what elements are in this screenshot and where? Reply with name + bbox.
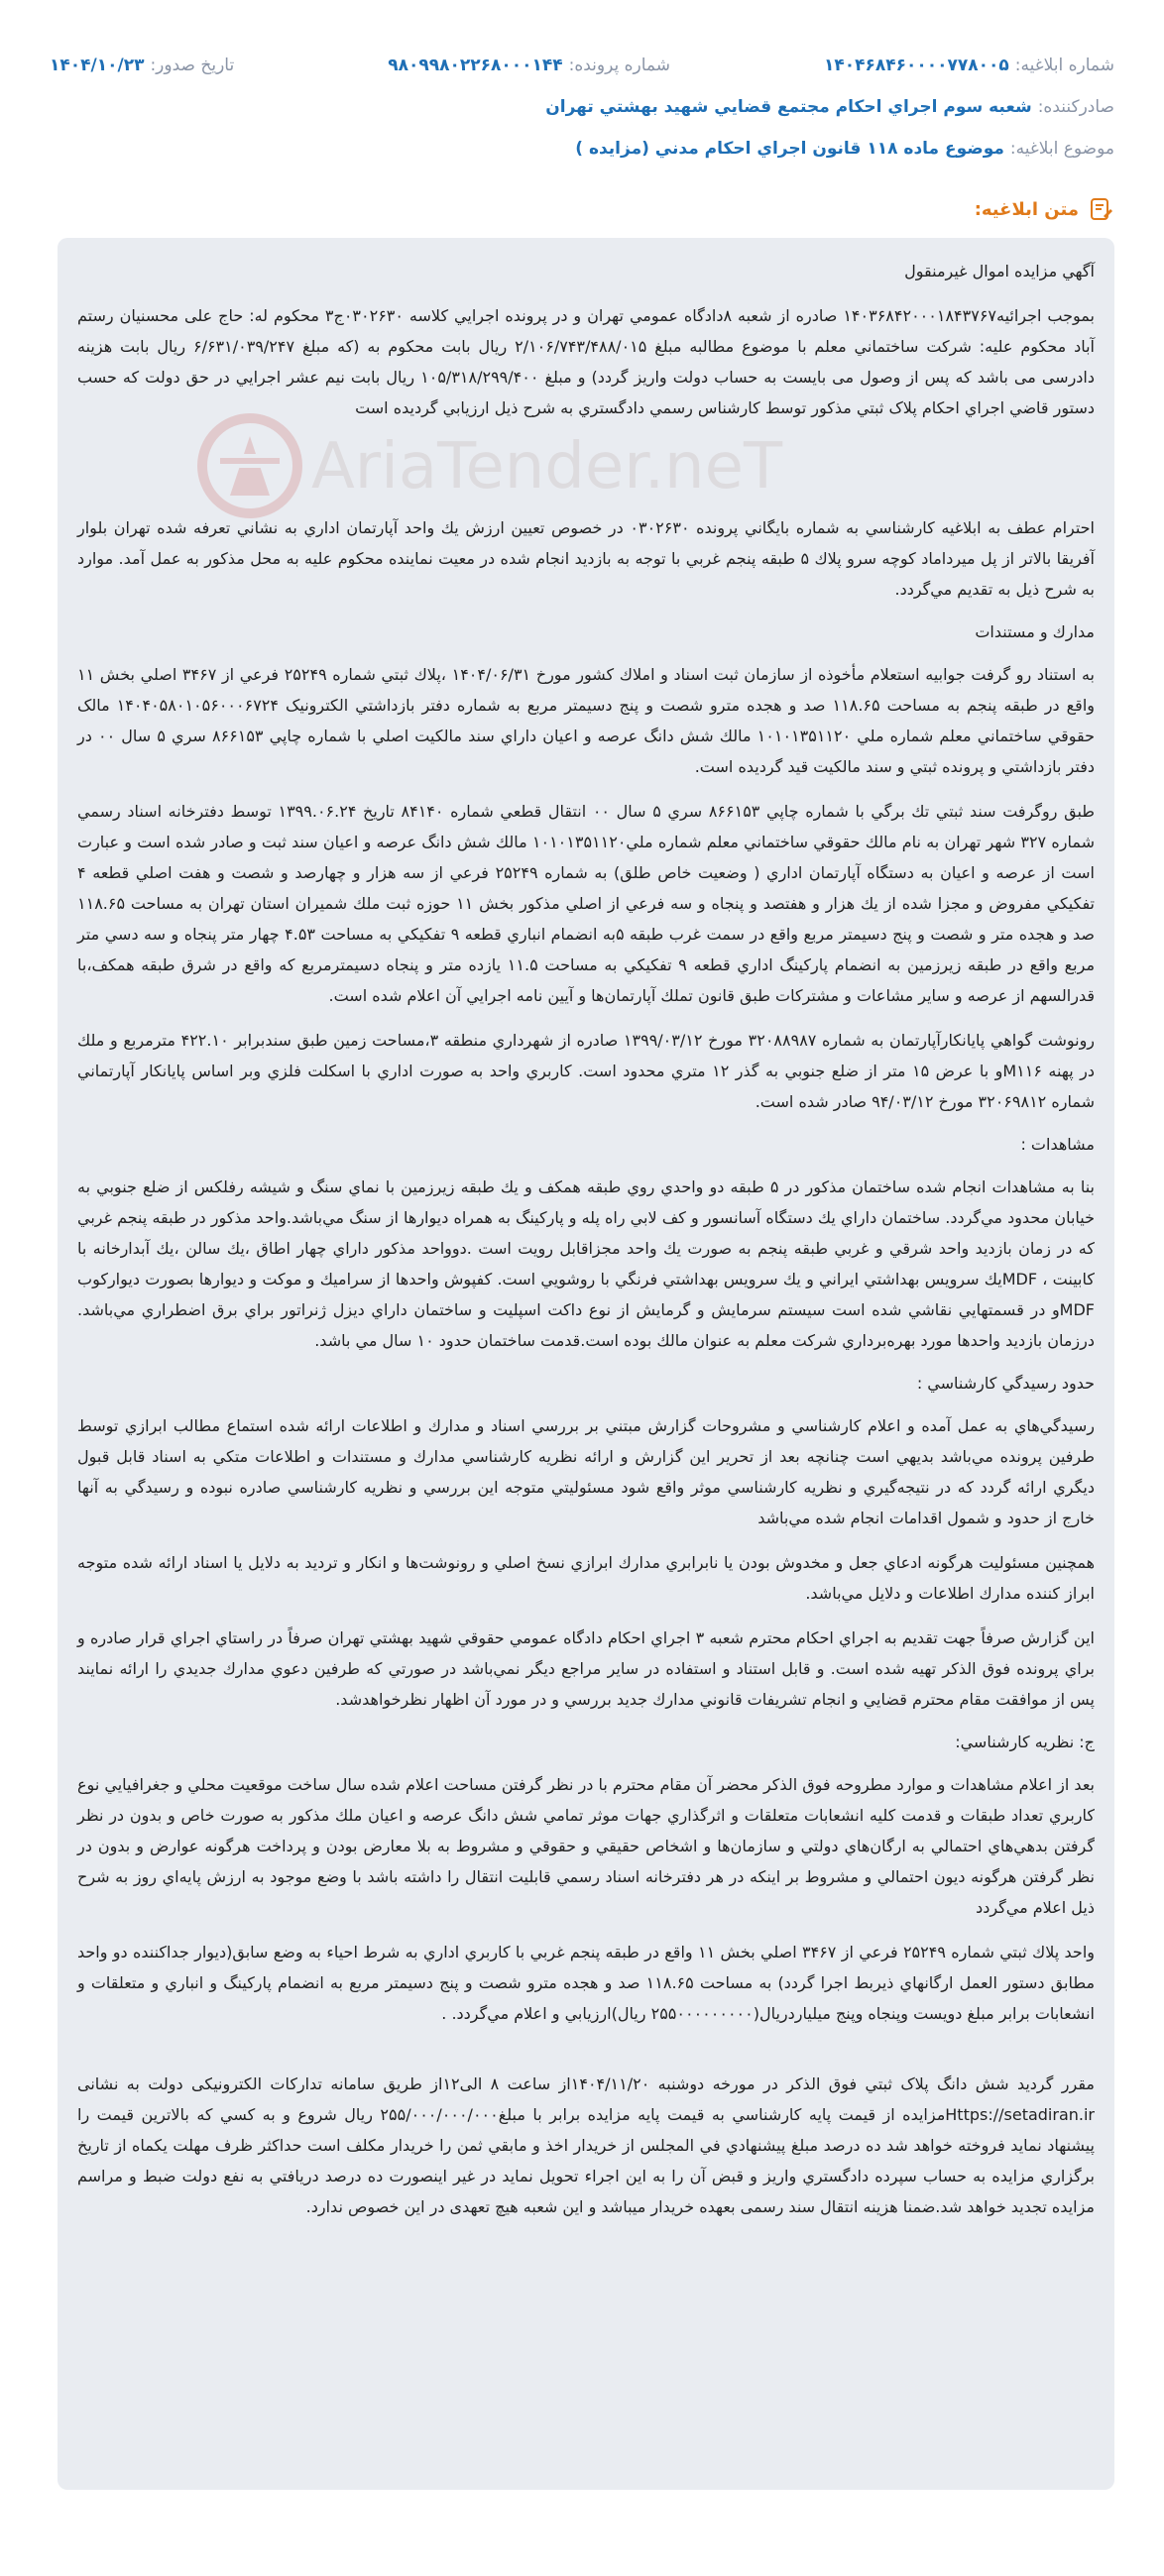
expert-opinion-heading: ج: نظريه كارشناسي: [955, 1733, 1095, 1751]
title-deed-paragraph: طبق روگرفت سند ثبتي تك برگي با شماره چاپي ۸۶۶۱۵۳ سري ۵ سال ۰۰ انتقال قطعي شماره ۸۴۱۴۰ تاريخ ۱۳۹۹.۰۶.۲۴ توسط دفترخانه اسناد رسمي شماره ۳۲۷ شهر تهران به نام مالك حقوقي ساختماني معلم شماره ملي۱۰۱۰۱۳۵۱۱۲۰ مالك شش دانگ عرصه و اعيان سند ثبت و صادر شده است و عبارت است از عرصه و اعيان به دستگاه آپارتمان اداري ( وضعيت خاص طلق) به شماره ۲۵۲۴۹ فرعي از سه هزار و چهارصد و شصت و هفت اصلي قطعه ۴ تفكيكي مفروض و مجزا شده از يك هزار و هفتصد و پنجاه و سه فرعي از اصلي مذكور بخش ۱۱ حوزه ثبت ملك شميران استان تهران به مساحت ۱۱۸.۶۵ صد و هجده متر و شصت و پنج دسيمتر مربع واقع در سمت غرب طبقه ۵به انضمام انباري قطعه ۹ تفكيكي به مساحت ۴.۵۳ چهار متر پنجاه و سه دسي متر مربع واقع در طبقه زيرزمين به انضمام پاركينگ اداري قطعه ۹ تفكيكي به مساحت ۱۱.۵ يازده متر و پنجاه دسيمترمربع كه واقع در شرق طبقه همكف،با قدرالسهم از عرصه و ساير مشاعات و مشتركات طبق قانون تملك آپارتمان‌ها و آيين نامه اجرايي آن اعلام شده است. [77, 802, 1096, 1005]
watermark-text: AriaTender.neT [311, 430, 783, 504]
notice-meta-row [50, 56, 1114, 75]
review-limits-paragraph: رسيدگي‌هاي به عمل آمده و اعلام كارشناسي و مشروحات گزارش مبتني بر بررسي اسناد و مدارك و اطلاعات ارائه شده استماع مطالب ابرازي توسط طرفين پرونده مي‌باشد بديهي است چنانچه بعد از تحرير اين گزارش و ارائه نظريه كارشناسي مدارك و مستندات و اطلاعات متكي به اسناد قابل قبول ديگري ارائه گردد كه در نتيجه‌گيري و نظريه كارشناسي موثر واقع شود مسئوليتي متوجه اين بررسي و نظريه كارشناسي صادره نبوده و رسيدگي به آنها خارج از حدود و شمول اقدامات انجام شده مي‌باشد [77, 1416, 1095, 1527]
valuation-paragraph: واحد پلاك ثبتي شماره ۲۵۲۴۹ فرعي از ۳۴۶۷ اصلي بخش ۱۱ واقع در طبقه پنجم غربي با كاربري اداري به شرط احياء به وضع سابق(ديوار جداكننده دو واحد مطابق دستور العمل ارگانهاي ذيربط اجرا گردد) به مساحت ۱۱۸.۶۵ صد و هجده مترو شصت و پنج دسيمتر مربع به انضمام پاركينگ و انباري و متعلقات و انشعابات برابر مبلغ دويست وپنجاه وپنج ميليارد‌ريال(۲۵۵۰۰۰۰۰۰۰۰۰ ريال)ارزيابي و اعلام مي‌گردد. . [77, 1943, 1096, 2023]
document-edit-icon [1089, 196, 1114, 222]
issue-date [50, 56, 234, 75]
documents-heading: مدارك و مستندات [975, 622, 1095, 641]
issuer-value: شعبه سوم اجراي احکام مجتمع قضايي شهيد بهشتي تهران [545, 97, 1032, 117]
review-limits-heading: حدود رسيدگي كارشناسي : [916, 1374, 1095, 1393]
notice-number-value: ۱۴۰۴۶۸۴۶۰۰۰۰۷۷۸۰۰۵ [823, 56, 1009, 75]
notice-body [58, 238, 1114, 2490]
issuer-label: صادرکننده: [1037, 97, 1114, 117]
notice-header [0, 40, 1164, 188]
case-number [388, 56, 670, 75]
auction-heading: آگهي مزايده اموال غيرمنقول [904, 262, 1095, 280]
warrant-paragraph: بموجب اجرائيه۱۴۰۳۶۸۴۲۰۰۰۱۸۴۳۷۶۷ صادره از شعبه ۸دادگاه عمومي تهران و در پرونده اجرايي کلاسه ۰۳۰۲۶۳۰ج۳ محکوم له: حاج علی محسنيان رستم آباد محکوم عليه: شرکت ساختماني معلم با موضوع مطالبه مبلغ ۲/۱۰۶/۷۴۳/۴۸۸/۰۱۵ ريال بابت محکوم به (که مبلغ ۶/۶۳۱/۰۳۹/۲۴۷ ريال بابت هزينه دادرسی می باشد که پس از وصول می بايست به حساب دولت واريز گردد) و مبلغ ۱۰۵/۳۱۸/۲۹۹/۴۰۰ ريال بابت نيم عشر اجرايي در حق دولت که حسب دستور قاضي اجراي احکام پلاک ثبتي مذکور توسط کارشناس رسمي دادگستري به شرح ذيل ارزيابي گرديده است [77, 306, 1096, 417]
subject-row [50, 139, 1114, 159]
report-scope-paragraph: اين گزارش صرفاً جهت تقديم به اجراي احكام محترم شعبه ۳ اجراي احكام دادگاه عمومي حقوقي شهيد بهشتي تهران صرفاً در راستاي اجراي قرار صادره و براي پرونده فوق الذكر تهيه شده است. و قابل استناد و استفاده در ساير مراجع ديگر نمي‌باشد در صورتي كه طرفين دعوي مدارك جديدي را ارائه نمايند پس از موافقت مقام محترم قضايي و انجام تشريفات قانوني مدارك جديد بررسي و در مورد آن اظهار نظرخواهدشد. [77, 1628, 1095, 1709]
case-number-value: ۹۸۰۹۹۸۰۲۲۶۸۰۰۰۱۴۴ [388, 56, 563, 75]
notice-number-label: شماره ابلاغيه: [1014, 56, 1114, 75]
completion-certificate-paragraph: رونوشت گواهي پايانكارآپارتمان به شماره ۳۲۰۸۸۹۸۷ مورخ ۱۳۹۹/۰۳/۱۲ صادره از شهرداري منطقه ۳،مساحت زمين طبق سندبرابر ۴۲۲.۱۰ مترمربع و ملك در پهنه M۱۱۶و با عرض ۱۵ متر از ضلع جنوبي به گذر ۱۲ متري محدود است. كاربري واحد به صورت اداري با اسكلت فلزي وبر اساس پايانكار آپارتماني شماره ۳۲۰۶۹۸۱۲ مورخ ۹۴/۰۳/۱۲ صادر شده است. [77, 1031, 1096, 1111]
auction-terms-paragraph: مقرر گرديد شش دانگ پلاک ثبتي فوق الذکر در مورخه دوشنبه ۱۴۰۴/۱۱/۲۰از ساعت ۸ الی۱۲از طريق سامانه تدارکات الکترونيکی دولت به نشانی Https://setadiran.irمزايده از قيمت پايه کارشناسي به قيمت پايه مزايده برابر با مبلغ۲۵۵/۰۰۰/۰۰۰/۰۰۰ ريال شروع و به کسي که بالاترين قيمت را پيشنهاد نمايد فروخته خواهد شد ده درصد مبلغ پيشنهادي في المجلس از خريدار اخذ و مابقي ثمن را خريدار مکلف است حداکثر ظرف مهلت يکماه از تاريخ برگزاري مزايده به حساب سپرده دادگستري واريز و قبض آن را به اين اجراء تحويل نمايد در غير اينصورت ده درصد دريافتي به نفع دولت ضبط و مراسم مزايده تجديد خواهد شد.ضمنا هزينه انتقال سند رسمی بعهده خريدار ميباشد و اين شعبه هيچ تعهدی در اين خصوص ندارد. [77, 2074, 1095, 2216]
registry-inquiry-paragraph: به استناد رو گرفت جوابيه استعلام مأخوذه از سازمان ثبت اسناد و املاك كشور مورخ ۱۴۰۴/۰۶/۳۱ ،پلاك ثبتي شماره ۲۵۲۴۹ فرعي از ۳۴۶۷ اصلي بخش ۱۱ واقع در طبقه پنجم به مساحت ۱۱۸.۶۵ صد و هجده مترو شصت و پنج دسيمتر مربع به شماره دفتر بازداشتي الکترونيک ۱۴۰۴۰۵۸۰۱۰۵۶۰۰۰۶۷۲۴ مالک حقوقي ساختماني معلم شماره ملي ۱۰۱۰۱۳۵۱۱۲۰ مالك شش دانگ عرصه و اعيان داراي سند مالكيت اصلي با شماره چاپي ۸۶۶۱۵۳ سري ۵ سال ۰۰ در دفتر بازداشتي و پرونده ثبتي و سند مالكيت قيد گرديده است. [77, 665, 1096, 776]
body-title-label: متن ابلاغيه: [974, 198, 1079, 220]
case-number-label: شماره پرونده: [568, 56, 670, 75]
issue-date-label: تاريخ صدور: [150, 56, 235, 75]
notice-number [824, 56, 1114, 75]
body-title [975, 196, 1114, 222]
expert-opinion-paragraph: بعد از اعلام مشاهدات و موارد مطروحه فوق الذكر محضر آن مقام محترم با در نظر گرفتن مساحت اعلام شده سال ساخت موقعيت محلي و جغرافيايي نوع كاربري تعداد طبقات و قدمت كليه انشعابات متعلقات و اثرگذاري جهات موثر تمامي شش دانگ عرصه و اعيان ملك مذكور به صورت خاص و بدون در نظر گرفتن بدهي‌هاي احتمالي به ارگان‌هاي دولتي و سازمان‌ها و اشخاص حقيقي و حقوقي و مشروط به بلا معارض بودن و پرداخت هرگونه عوارض و بدون در نظر گرفتن هرگونه ديون احتمالي و مشروط بر اينكه در هر دفترخانه اسناد رسمي قابليت انتقال را داشته باشد با وضع موجود به ارزش پايه‌اي روز به شرح ذيل اعلام مي‌گردد [77, 1775, 1095, 1917]
observations-heading: مشاهدات : [1020, 1135, 1095, 1154]
liability-paragraph: همچنين مسئوليت هرگونه ادعاي جعل و مخدوش بودن يا نابرابري مدارك ابرازي نسخ اصلي و رونوشت‌ها و انكار و ترديد به دلايل يا اسناد ارائه شده متوجه ابراز كننده مدارك اطلاعات و دلايل مي‌باشد. [77, 1553, 1095, 1603]
appraisal-intro-paragraph: احترام عطف به ابلاغيه کارشناسي به شماره بايگاني پرونده ۰۳۰۲۶۳۰ در خصوص تعيين ارزش يك واحد آپارتمان اداري به نشاني تعرفه شده تهران بلوار آفريقا بالاتر از پل ميرداماد کوچه سرو پلاك ۵ طبقه پنجم غربي با توجه به بازديد انجام شده در معيت نماينده محكوم عليه به محل مذکور به عمل آمد. موارد به شرح ذيل به تقديم مي‌گردد. [77, 518, 1096, 599]
observations-paragraph: بنا به مشاهدات انجام شده ساختمان مذكور در ۵ طبقه دو واحدي روي طبقه همكف و يك طبقه زيرزمين با نماي سنگ و شيشه رفلكس از ضلع جنوبي به خيابان محدود مي‌گردد. ساختمان داراي يك دستگاه آسانسور و كف لابي راه پله و پاركينگ به همراه ديوارها از سنگ مي‌باشد.واحد مذكور در طبقه پنجم غربي كه در زمان بازديد واحد شرقي و غربي طبقه پنجم به صورت يك واحد مجزاقابل رويت است .دوواحد مذكور داراي چهار اطاق ،يك سالن ،يك آبدارخانه با كابينت ، MDFيك سرويس بهداشتي ايراني و يك سرويس بهداشتي فرنگي با روشويي است. كفپوش واحدها از سراميك و موكت و ديوارها بصورت ديواركوب MDFو در قسمتهايي نقاشي شده است سيستم سرمايش و گرمايش از نوع داكت اسپليت و ساختمان داراي ديزل ژنراتور براي برق اضطراري مي‌باشد. درزمان بازديد واحدها مورد بهره‌برداري شركت معلم به عنوان مالك بوده است.قدمت ساختمان حدود ۱۰ سال مي باشد. [77, 1177, 1096, 1350]
issue-date-value: ۱۴۰۴/۱۰/۲۳ [50, 56, 145, 75]
subject-value: موضوع ماده ۱۱۸ قانون اجراي احکام مدني (مزايده ) [575, 139, 1004, 159]
issuer-row [50, 97, 1114, 117]
subject-label: موضوع ابلاغيه: [1009, 139, 1114, 159]
